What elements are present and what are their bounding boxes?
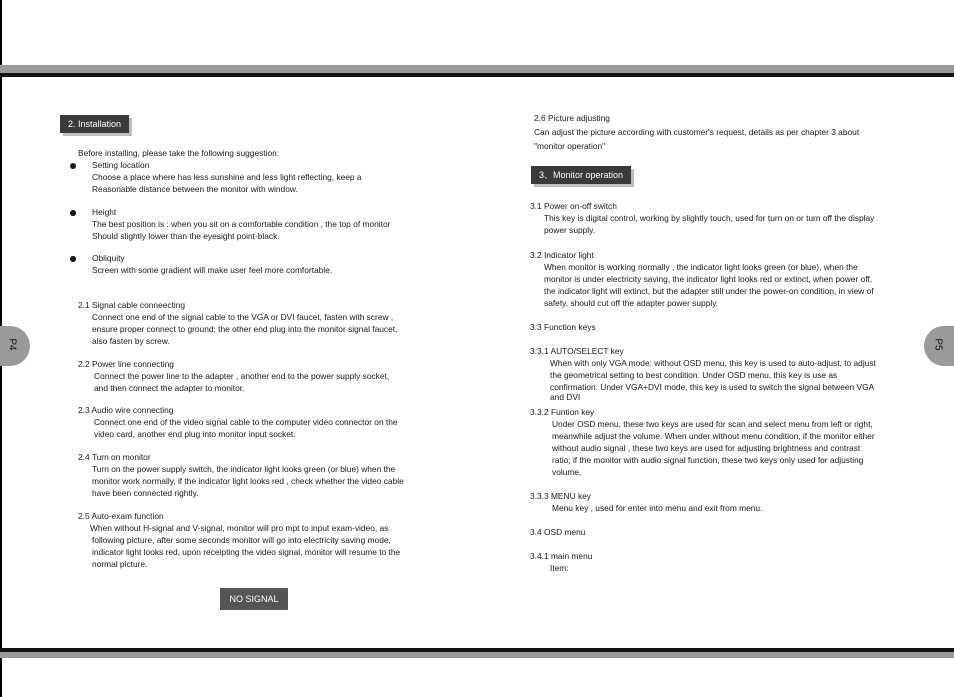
section-text: ensure proper connect to ground; the other end plug into the monitor signal faucet, [92, 324, 398, 334]
bullet-text: Reasonable distance between the monitor with window. [92, 184, 298, 194]
top-black-rule [0, 73, 954, 77]
no-signal-box: NO SIGNAL [220, 588, 288, 610]
section-text: normal picture. [92, 559, 148, 569]
page-label-left: P4 [6, 338, 18, 351]
intro-text: Before installing, please take the following suggestion: [78, 148, 280, 158]
monitor-operation-header: 3、Monitor operation [531, 166, 631, 184]
section-text: When without H-signal and V-signal, monitor will pro mpt to input exam-video, as [90, 523, 389, 533]
installation-header: 2. Installation [60, 115, 129, 133]
page-tab-left [0, 326, 30, 366]
section-title: 2.4 Turn on monitor [78, 452, 151, 462]
section-text: also fasten by screw. [92, 336, 170, 346]
section-text: power supply. [544, 225, 596, 235]
section-text: ratio; if the monitor with audio signal function, these two keys only used for adjusting [552, 455, 864, 465]
section-text: When monitor is working normally , the indicator light looks green (or blue), when the [544, 262, 858, 272]
section-text: "monitor operation" [534, 141, 606, 151]
bullet-dot [70, 256, 76, 262]
section-text: and then connect the adapter to monitor. [94, 383, 245, 393]
page-tab-right [924, 326, 954, 366]
section-title: 3.1 Power on-off switch [530, 201, 617, 211]
bottom-gray-band [0, 652, 954, 658]
section-text: This key is digital control, working by slightly touch, used for turn on or turn off the display [544, 213, 875, 223]
section-text: Connect one end of the video signal cable to the computer video connector on the [94, 417, 398, 427]
section-text: meanwhile adjust the volume. When under without menu condition, if the monitor either [552, 431, 875, 441]
section-text: Under OSD menu, these two keys are used for scan and select menu from left or right, [552, 419, 873, 429]
section-text: indicator light looks red, upon receipting the video signal, monitor will resume to the [92, 547, 401, 557]
top-gray-band [0, 65, 954, 73]
section-title: 3.2 Indicator light [530, 250, 594, 260]
section-title: 2.2 Power line connecting [78, 359, 174, 369]
section-text: When with only VGA mode: without OSD menu, this key is used to auto-adjust, to adjust [550, 358, 876, 368]
section-text: Turn on the power supply switch, the indicator light looks green (or blue) when the [92, 464, 396, 474]
section-title: 3.3.3 MENU key [530, 491, 591, 501]
bullet-title: Setting location [92, 160, 150, 170]
section-title: 3.4 OSD menu [530, 527, 586, 537]
section-title: 2.1 Signal cable conneecting [78, 300, 186, 310]
section-text: and DVI [550, 392, 581, 402]
section-text: volume. [552, 467, 582, 477]
bullet-text: Screen with some gradient will make user feel more comfortable. [92, 265, 333, 275]
section-text: Item: [550, 563, 569, 573]
section-title: 2.5 Auto-exam function [78, 511, 164, 521]
section-title: 2.3 Audio wire connecting [78, 405, 174, 415]
section-title: 3.3 Function keys [530, 322, 596, 332]
section-text: Connect the power line to the adapter , another end to the power supply socket, [94, 371, 390, 381]
section-text: Menu key , used for enter into menu and exit from menu. [552, 503, 763, 513]
page-label-right: P5 [932, 338, 944, 351]
bullet-text: Should slightly lower than the eyesight point-black. [92, 231, 280, 241]
bullet-title: Obliquity [92, 253, 125, 263]
section-text: monitor work normally, if the indicator light looks red , check whether the video cable [92, 476, 404, 486]
section-text: safety, should cut off the adapter power supply. [544, 298, 719, 308]
section-text: confirmation. Under VGA+DVI mode, this key is used to switch the signal between VGA [550, 382, 875, 392]
section-title: 3.4.1 main menu [530, 551, 593, 561]
section-title: 3.3.2 Funtion key [530, 407, 595, 417]
section-text: video card, another end plug into monitor input socket. [94, 429, 296, 439]
bullet-dot [70, 163, 76, 169]
section-text: monitor is under electricity saving, the indicator light looks red or extinct, when power off, [544, 274, 873, 284]
bullet-text: The best position is : when you sit on a comfortable condition , the top of monitor [92, 219, 391, 229]
section-text: have been connected rightly. [92, 488, 199, 498]
bullet-title: Height [92, 207, 117, 217]
bullet-text: Choose a place where has less sunshine and less light reflecting, keep a [92, 172, 362, 182]
bullet-dot [70, 210, 76, 216]
section-text: without audio signal , these two keys are used for adjusting brightness and contrast [552, 443, 861, 453]
section-text: following picture, after some seconds monitor will go into electricity saving mode, [92, 535, 391, 545]
section-title: 3.3.1 AUTO/SELECT key [530, 346, 624, 356]
section-text: the indicator light will extinct, but the adapter still under the power-on condition, in view of [544, 286, 874, 296]
section-title: 2.6 Picture adjusting [534, 113, 610, 123]
section-text: Connect one end of the signal cable to the VGA or DVI faucet, fasten with screw , [92, 312, 394, 322]
section-text: Can adjust the picture according with customer's request, details as per chapter 3 about [534, 127, 860, 137]
section-text: the geometrical setting to best condition. Under OSD menu, this key is use as [550, 370, 838, 380]
